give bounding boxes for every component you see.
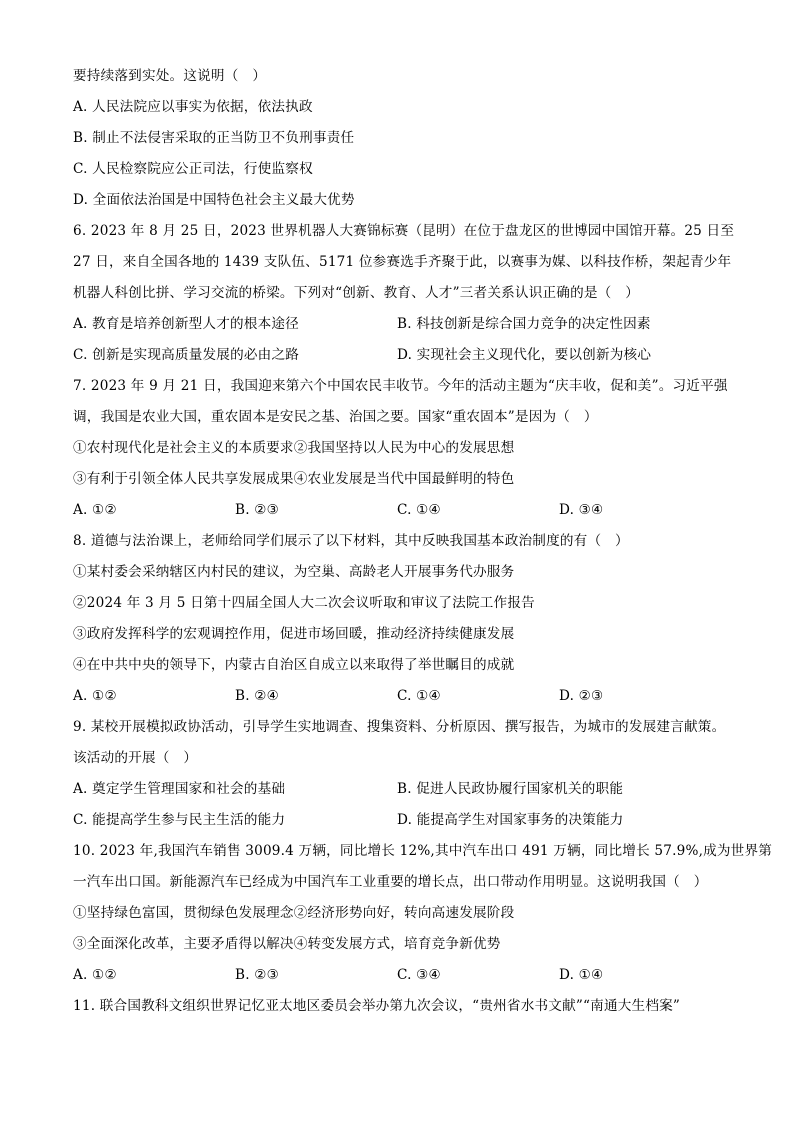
q10-stem-line-2: 一汽车出口国。新能源汽车已经成为中国汽车工业重要的增长点，出口带动作用明显。这说明我国（ ） bbox=[73, 874, 708, 890]
q6-option-a: A. 教育是培养创新型人才的根本途径 bbox=[73, 316, 299, 332]
q6-stem-line-2: 27 日，来自全国各地的 1439 支队伍、5171 位参赛选手齐聚于此，以赛事为媒、以科技作桥，架起青少年 bbox=[73, 254, 732, 270]
q7-option-c: C. ①④ bbox=[397, 502, 441, 518]
q5-option-c: C. 人民检察院应公正司法，行使监察权 bbox=[73, 161, 313, 177]
q8-option-c: C. ①④ bbox=[397, 688, 441, 704]
q7-statement-line-1: ①农村现代化是社会主义的本质要求②我国坚持以人民为中心的发展思想 bbox=[73, 440, 515, 456]
q6-option-c: C. 创新是实现高质量发展的必由之路 bbox=[73, 347, 300, 363]
q6-options-row-2 bbox=[73, 346, 723, 364]
q8-option-b: B. ②④ bbox=[235, 688, 280, 704]
q5-option-a: A. 人民法院应以事实为依据，依法执政 bbox=[73, 99, 313, 115]
q9-option-d: D. 能提高学生对国家事务的决策能力 bbox=[397, 812, 624, 828]
q9-options-row-2 bbox=[73, 811, 723, 829]
q8-statement-4: ④在中共中央的领导下，内蒙古自治区自成立以来取得了举世瞩目的成就 bbox=[73, 657, 515, 673]
q7-stem-line-2: 调，我国是农业大国，重农固本是安民之基、治国之要。国家“重农固本”是因为（ ） bbox=[73, 409, 598, 425]
q6-option-b: B. 科技创新是综合国力竞争的决定性因素 bbox=[397, 316, 651, 332]
q9-stem-line-1: 9. 某校开展模拟政协活动，引导学生实地调查、搜集资料、分析原因、撰写报告，为城市的发展建言献策。 bbox=[73, 719, 726, 735]
q9-options-row-1 bbox=[73, 780, 723, 798]
q7-statement-line-2: ③有利于引领全体人民共享发展成果④农业发展是当代中国最鲜明的特色 bbox=[73, 471, 515, 487]
q5-option-d: D. 全面依法治国是中国特色社会主义最大优势 bbox=[73, 192, 355, 208]
q10-option-b: B. ②③ bbox=[235, 967, 280, 983]
q6-stem-line-3: 机器人科创比拼、学习交流的桥梁。下列对“创新、教育、人才”三者关系认识正确的是（ ） bbox=[73, 285, 640, 301]
q7-option-b: B. ②③ bbox=[235, 502, 280, 518]
q9-option-c: C. 能提高学生参与民主生活的能力 bbox=[73, 812, 286, 828]
q11-stem-line-1: 11. 联合国教科文组织世界记忆亚太地区委员会举办第九次会议，“贵州省水书文献”“南通大生档案” bbox=[73, 998, 681, 1014]
q8-stem: 8. 道德与法治课上，老师给同学们展示了以下材料，其中反映我国基本政治制度的有（ ） bbox=[73, 533, 629, 549]
q10-option-a: A. ①② bbox=[73, 967, 117, 983]
q9-option-b: B. 促进人民政协履行国家机关的职能 bbox=[397, 781, 624, 797]
q9-option-a: A. 奠定学生管理国家和社会的基础 bbox=[73, 781, 286, 797]
q9-stem-line-2: 该活动的开展（ ） bbox=[73, 750, 198, 766]
q6-stem-line-1: 6. 2023 年 8 月 25 日，2023 世界机器人大赛锦标赛（昆明）在位于盘龙区的世博园中国馆开幕。25 日至 bbox=[73, 223, 735, 239]
q5-option-b: B. 制止不法侵害采取的正当防卫不负刑事责任 bbox=[73, 130, 355, 146]
q8-option-a: A. ①② bbox=[73, 688, 117, 704]
q10-option-c: C. ③④ bbox=[397, 967, 441, 983]
q8-statement-1: ①某村委会采纳辖区内村民的建议，为空巢、高龄老人开展事务代办服务 bbox=[73, 564, 515, 580]
q7-option-a: A. ①② bbox=[73, 502, 117, 518]
q7-stem-line-1: 7. 2023 年 9 月 21 日，我国迎来第六个中国农民丰收节。今年的活动主题为“庆丰收，促和美”。习近平强 bbox=[73, 378, 728, 394]
q10-statement-line-2: ③全面深化改革，主要矛盾得以解决④转变发展方式，培育竞争新优势 bbox=[73, 936, 501, 952]
q10-stem-line-1: 10. 2023 年,我国汽车销售 3009.4 万辆，同比增长 12%,其中汽车出口 491 万辆，同比增长 57.9%,成为世界第 bbox=[73, 843, 773, 859]
q6-options-row-1 bbox=[73, 315, 723, 333]
q10-option-d: D. ①④ bbox=[559, 967, 604, 983]
q7-option-d: D. ③④ bbox=[559, 502, 604, 518]
q10-statement-line-1: ①坚持绿色富国，贯彻绿色发展理念②经济形势向好，转向高速发展阶段 bbox=[73, 905, 515, 921]
q5-stem-tail: 要持续落到实处。这说明（ ） bbox=[73, 68, 267, 84]
q6-option-d: D. 实现社会主义现代化，要以创新为核心 bbox=[397, 347, 652, 363]
q8-statement-3: ③政府发挥科学的宏观调控作用，促进市场回暖，推动经济持续健康发展 bbox=[73, 626, 515, 642]
q8-option-d: D. ②③ bbox=[559, 688, 604, 704]
q8-statement-2: ②2024 年 3 月 5 日第十四届全国人大二次会议听取和审议了法院工作报告 bbox=[73, 595, 535, 611]
